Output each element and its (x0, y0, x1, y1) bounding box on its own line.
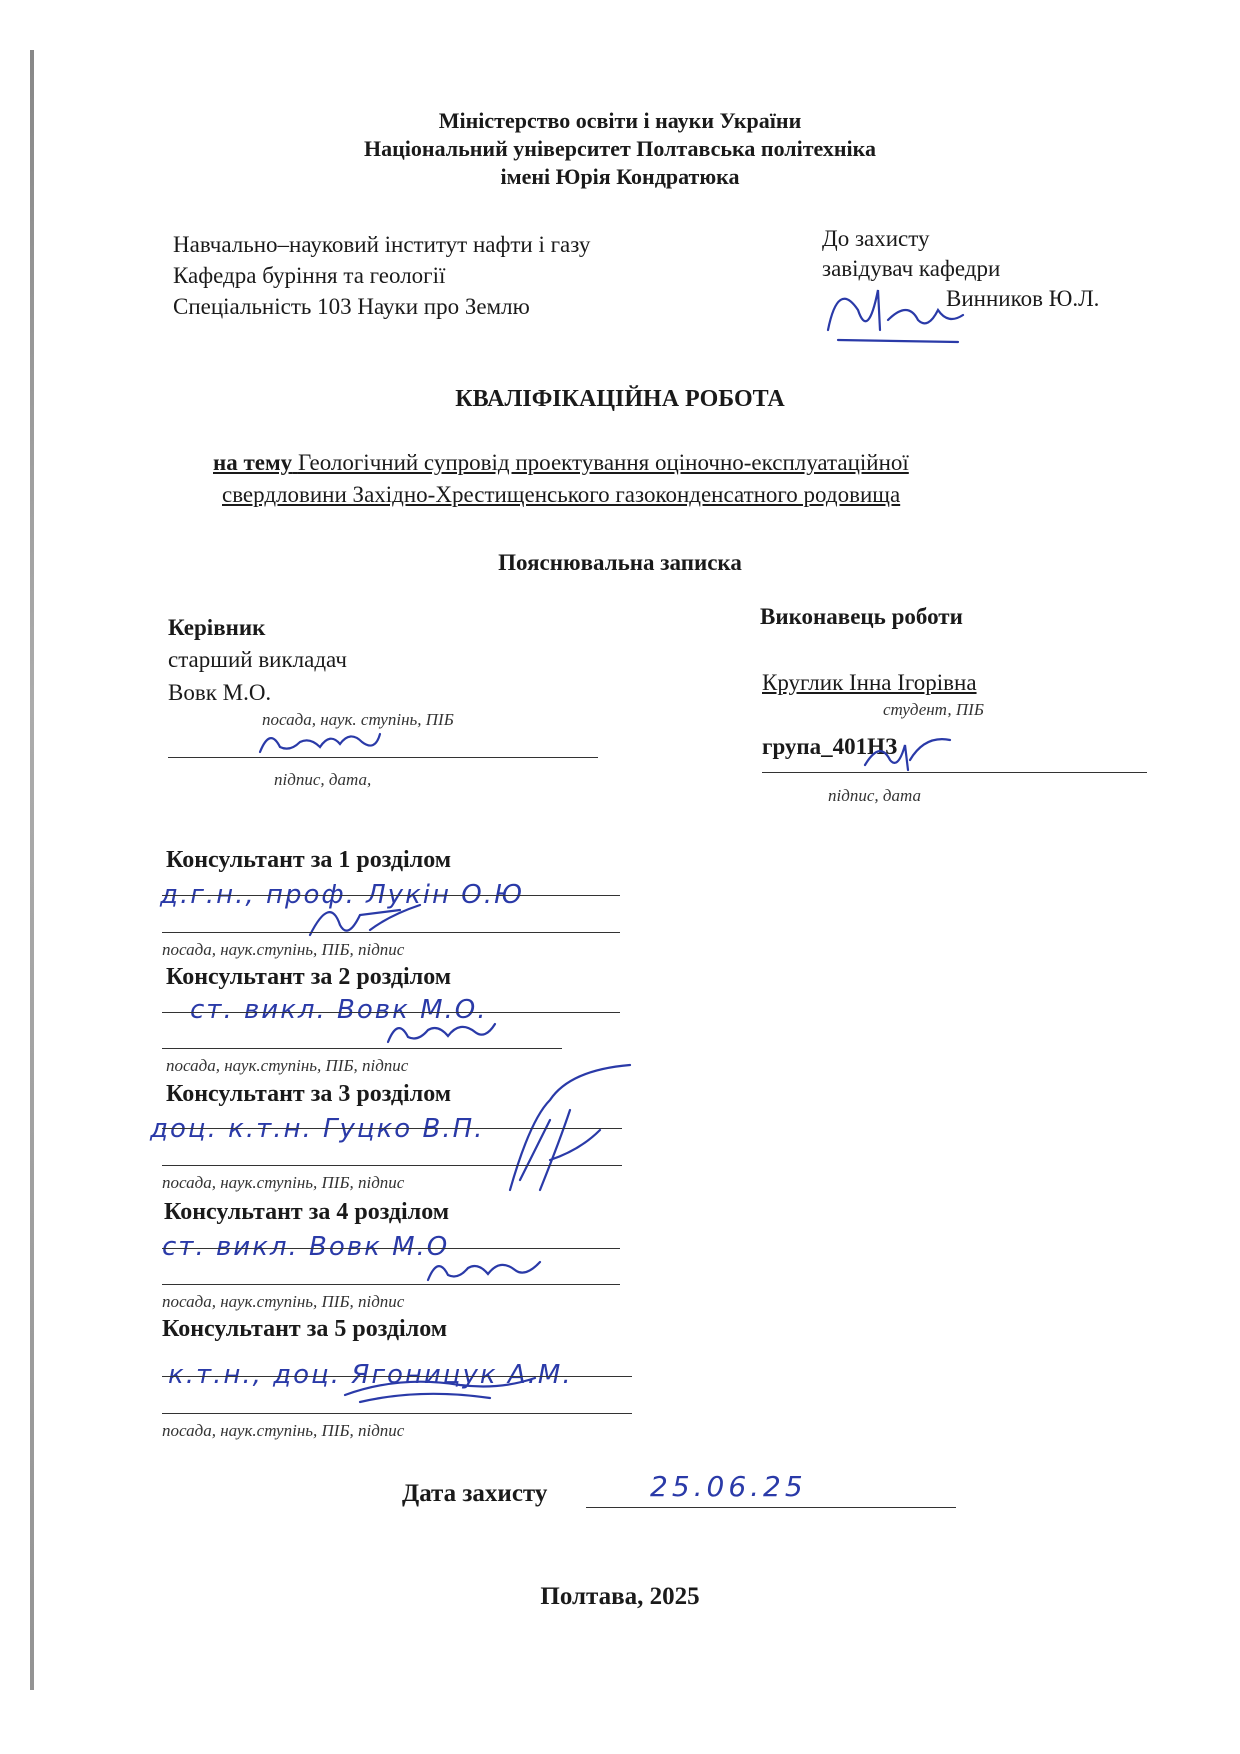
defense-date-value: 25.06.25 (650, 1470, 807, 1503)
topic-line-1 (213, 450, 1113, 476)
consultant-signature (340, 1370, 540, 1410)
consultant-caption: посада, наук.ступінь, ПІБ, підпис (166, 1056, 409, 1075)
consultant-signature (380, 1012, 500, 1052)
consultant-caption: посада, наук.ступінь, ПІБ, підпис (162, 1292, 405, 1311)
consultant-heading: Консультант за 3 розділом (166, 1081, 452, 1107)
consultant-handwritten: доц. к.т.н. Гуцко В.П. (150, 1114, 485, 1144)
performer-signature-line (762, 772, 1147, 773)
supervisor-position: старший викладач (168, 647, 347, 672)
consultant-line (162, 1284, 620, 1285)
topic-text-line-1: Геологічний супровід проектування оціночно-експлуатаційної (297, 450, 909, 475)
supervisor-name: Вовк М.О. (168, 680, 272, 705)
supervisor-signature-line (168, 757, 598, 758)
consultant-caption: посада, наук.ступінь, ПІБ, підпис (162, 1421, 405, 1440)
consultant-line (162, 1248, 620, 1249)
consultant-handwritten: к.т.н., доц. Ягоницук А.М. (168, 1360, 573, 1390)
consultant-line (162, 1048, 562, 1049)
consultant-heading: Консультант за 4 розділом (164, 1199, 450, 1225)
consultant-line (162, 1128, 622, 1129)
specialty-name: Спеціальність 103 Науки про Землю (173, 294, 530, 319)
consultant-heading: Консультант за 2 розділом (166, 964, 452, 990)
supervisor-caption-signature: підпис, дата, (274, 770, 372, 789)
scan-edge (30, 50, 34, 1690)
performer-name: Круглик Інна Ігорівна (762, 670, 977, 695)
topic-text-line-2: свердловини Західно-Хрестищенського газоконденсатного родовища (222, 482, 901, 507)
approval-head-name: Винников Ю.Л. (946, 286, 1100, 311)
performer-group: група_401НЗ (762, 734, 898, 759)
university-title: Національний університет Полтавська політехніка (364, 136, 876, 161)
consultant-handwritten: д.г.н., проф. Лукін О.Ю (160, 880, 525, 910)
consultant-signature (490, 1060, 640, 1200)
consultant-caption: посада, наук.ступінь, ПІБ, підпис (162, 1173, 405, 1192)
supervisor-heading: Керівник (168, 615, 266, 640)
consultant-line (162, 932, 620, 933)
footer-city-year: Полтава, 2025 (540, 1583, 700, 1610)
consultant-heading: Консультант за 1 розділом (166, 847, 452, 873)
consultant-handwritten: ст. викл. Вовк М.О. (190, 995, 488, 1025)
supervisor-caption-position: посада, наук. ступінь, ПІБ (262, 710, 454, 729)
document-subtitle: Пояснювальна записка (498, 550, 742, 575)
topic-label: на тему (213, 450, 293, 475)
consultant-handwritten: ст. викл. Вовк М.О (162, 1232, 450, 1262)
consultant-line (162, 1413, 632, 1414)
performer-caption-signature: підпис, дата (828, 786, 921, 805)
defense-date-label: Дата захисту (402, 1480, 548, 1507)
document-title: КВАЛІФІКАЦІЙНА РОБОТА (455, 386, 785, 412)
consultant-caption: посада, наук.ступінь, ПІБ, підпис (162, 940, 405, 959)
performer-caption-name: студент, ПІБ (883, 700, 984, 719)
institute-name: Навчально–науковий інститут нафти і газу (173, 232, 591, 257)
consultant-signature (300, 895, 430, 945)
supervisor-signature (250, 722, 390, 762)
consultant-heading: Консультант за 5 розділом (162, 1316, 448, 1342)
department-name: Кафедра буріння та геології (173, 263, 446, 288)
ministry-title: Міністерство освіти і науки України (438, 108, 802, 133)
approval-head-title: завідувач кафедри (822, 256, 1001, 281)
approval-to-defense: До захисту (822, 226, 930, 251)
defense-date-line (586, 1507, 956, 1508)
university-named-after: імені Юрія Кондратюка (500, 164, 740, 189)
consultant-line (162, 1165, 622, 1166)
head-signature (818, 270, 968, 350)
performer-heading: Виконавець роботи (760, 604, 963, 629)
